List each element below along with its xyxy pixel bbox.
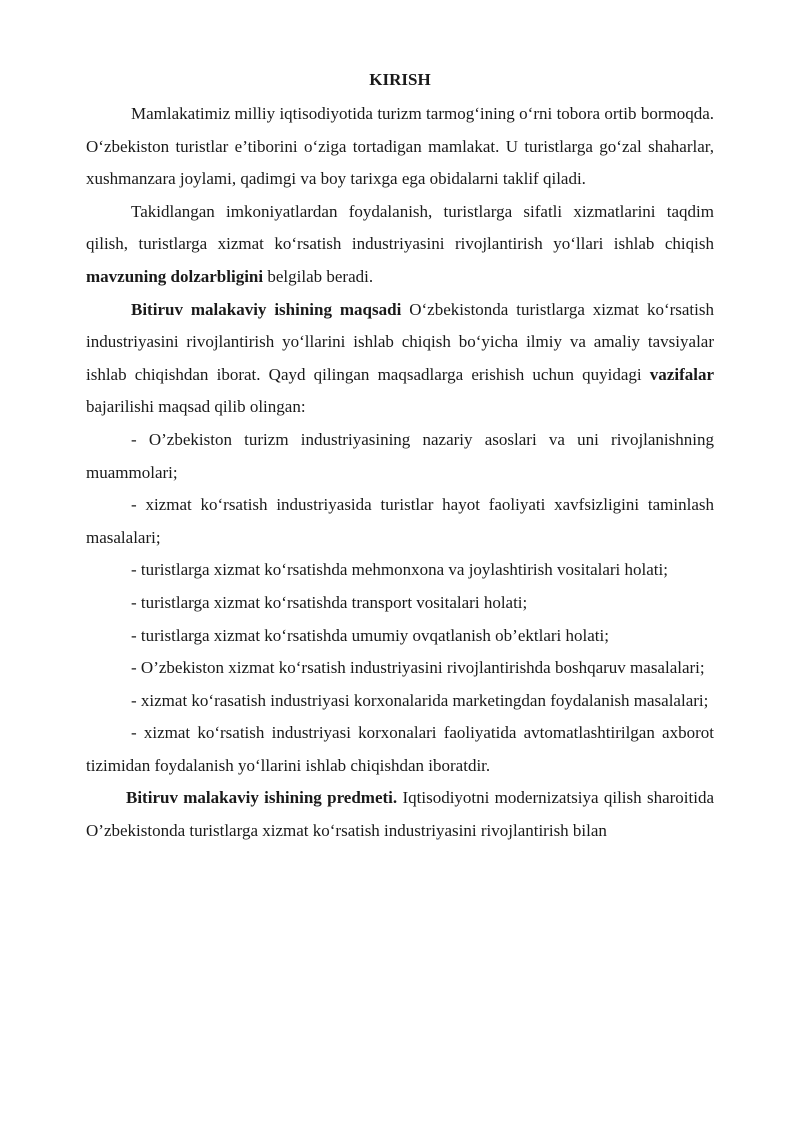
task-item: - O’zbekiston xizmat ko‘rsatish industriyasini rivojlantirishda boshqaruv masalalari;: [131, 658, 705, 678]
goal-text: O‘zbekistonda turistlarga xizmat ko‘rsatish industriyasini rivojlantirish yo‘llarini ishlab chiqish bo‘yicha ilmiy va amaliy tavsiyalar ishlab chiqishdan iborat. Qayd qilingan maqsadlarga erishish uchun quyidagi: [86, 299, 714, 384]
relevance-paragraph: [86, 196, 714, 294]
task-item: - xizmat ko‘rasatish industriyasi korxonalarida marketingdan foydalanish masalalari;: [131, 690, 709, 710]
document-page: [86, 66, 714, 848]
task-item: - turistlarga xizmat ko‘rsatishda mehmonxona va joylashtirish vositalari holati;: [131, 560, 668, 580]
subject-paragraph: [86, 782, 714, 847]
subject-text: Iqtisodiyotni modernizatsiya qilish sharoitida O’zbekistonda turistlarga xizmat ko‘rsatish industriyasini rivojlantirish bilan: [86, 788, 714, 841]
page-title: KIRISH: [369, 70, 431, 89]
task-item: - turistlarga xizmat ko‘rsatishda umumiy ovqatlanish ob’ektlari holati;: [131, 625, 609, 645]
tasks-emphasis: vazifalar: [649, 364, 714, 384]
intro-paragraph: Mamlakatimiz milliy iqtisodiyotida turizm tarmog‘ining o‘rni tobora ortib bormoqda. O‘zbekiston turistlar e’tiborini o‘ziga tortadigan mamlakat. U turistlarga go‘zal shaharlar, xushmanzara joylami, qadimgi va boy tarixga ega obidalarni taklif qiladi.: [86, 104, 714, 189]
relevance-ending: belgilab beradi.: [263, 266, 374, 286]
goal-paragraph: [86, 294, 714, 424]
relevance-emphasis: mavzuning dolzarbligini: [86, 266, 264, 286]
goal-heading: Bitiruv malakaviy ishining maqsadi: [131, 299, 402, 319]
task-item: - turistlarga xizmat ko‘rsatishda transport vositalari holati;: [131, 592, 528, 612]
goal-ending: bajarilishi maqsad qilib olingan:: [86, 397, 306, 417]
task-item: - O’zbekiston turizm industriyasining nazariy asoslari va uni rivojlanishning muammolari;: [86, 429, 714, 482]
relevance-text: Takidlangan imkoniyatlardan foydalanish, turistlarga sifatli xizmatlarini taqdim qilish, turistlarga xizmat ko‘rsatish industriyasini rivojlantirish yo‘llari ishlab chiqish: [86, 201, 714, 254]
subject-heading: Bitiruv malakaviy ishining predmeti.: [126, 788, 398, 808]
task-item: - xizmat ko‘rsatish industriyasi korxonalari faoliyatida avtomatlashtirilgan axborot tizimidan foydalanish yo‘llarini ishlab chiqishdan iboratdir.: [86, 723, 714, 775]
task-item: - xizmat ko‘rsatish industriyasida turistlar hayot faoliyati xavfsizligini taminlash masalalari;: [86, 495, 714, 547]
